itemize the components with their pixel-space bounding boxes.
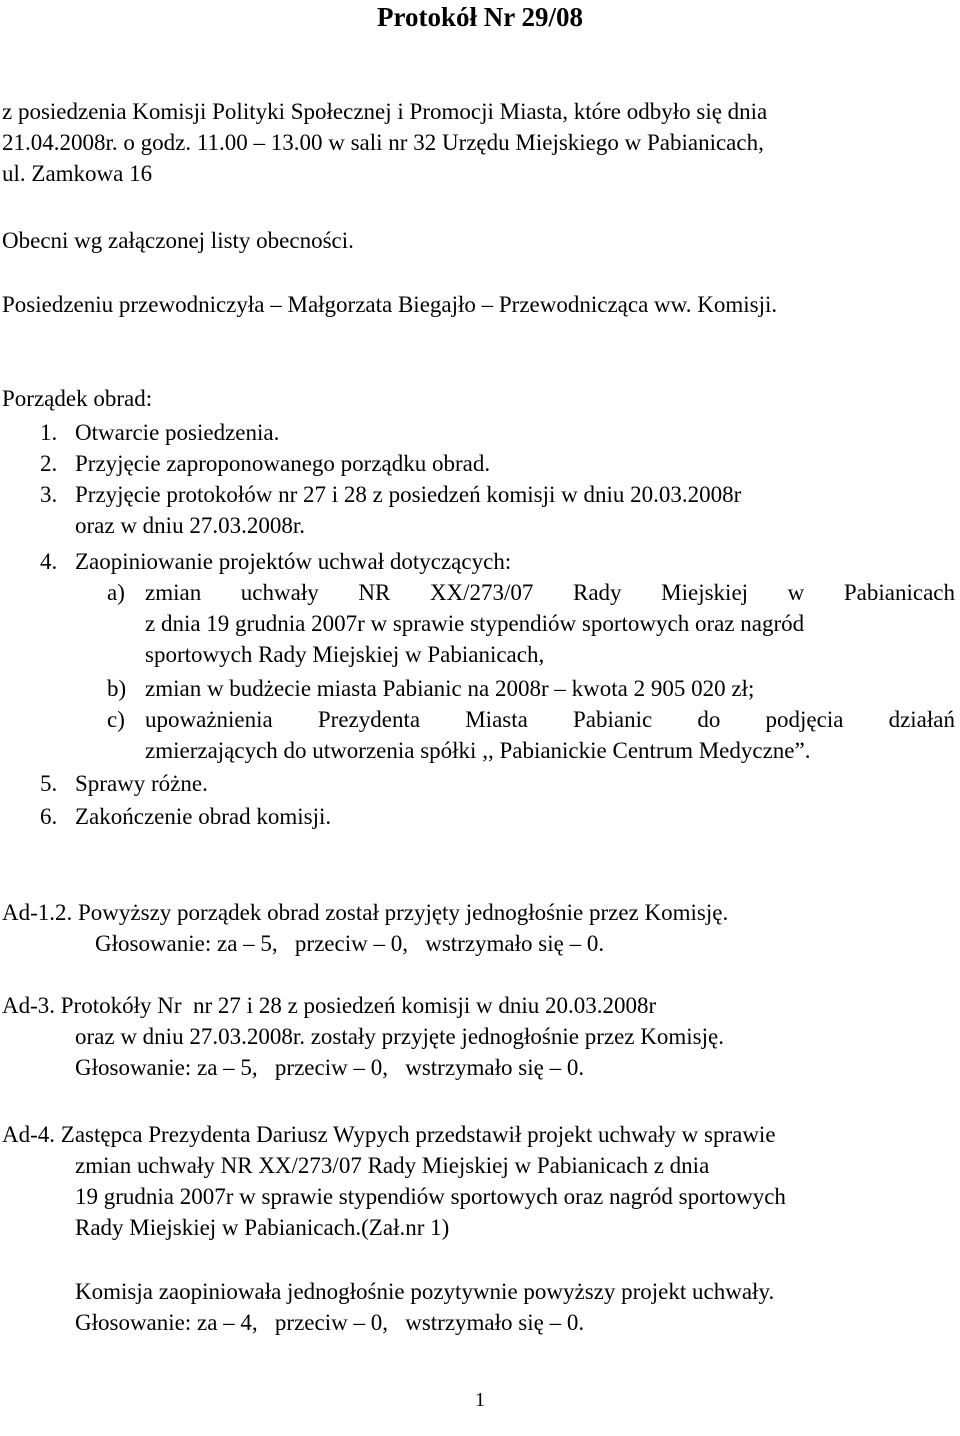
ad3-line-2: oraz w dniu 27.03.2008r. zostały przyjęte jednogłośnie przez Komisję. [75,1024,724,1049]
subitem-label-a: a) [107,580,125,605]
ad4-opinion: Komisja zaopiniowała jednogłośnie pozytywnie powyższy projekt uchwały. [75,1279,775,1304]
subitem-a-line-2: z dnia 19 grudnia 2007r w sprawie stypendiów sportowych oraz nagród [145,611,805,636]
ad4-line-2: zmian uchwały NR XX/273/07 Rady Miejskiej w Pabianicach z dnia [75,1153,710,1178]
agenda-item-number: 2. [40,451,58,476]
agenda-item-number: 3. [40,482,58,507]
agenda-item-text: Przyjęcie zaproponowanego porządku obrad. [75,451,491,476]
ad4-line-1: Ad-4. Zastępca Prezydenta Dariusz Wypych przedstawił projekt uchwały w sprawie [2,1122,776,1147]
agenda-item-number: 1. [40,420,58,445]
ad3-line-1: Ad-3. Protokóły Nr nr 27 i 28 z posiedzeń komisji w dniu 20.03.2008r [2,993,657,1018]
agenda-item-text: Sprawy różne. [75,771,208,796]
ad4-line-4: Rady Miejskiej w Pabianicach.(Zał.nr 1) [75,1215,450,1240]
agenda-heading: Porządek obrad: [2,386,153,411]
ad4-vote: Głosowanie: za – 4, przeciw – 0, wstrzymało się – 0. [75,1310,585,1335]
subitem-c-line-2: zmierzających do utworzenia spółki ,, Pabianickie Centrum Medyczne”. [145,738,811,763]
chair-text: Posiedzeniu przewodniczyła – Małgorzata Biegajło – Przewodnicząca ww. Komisji. [2,292,778,317]
subitem-label-b: b) [107,676,127,701]
page-number: 1 [475,1389,485,1411]
agenda-item-number: 4. [40,549,58,574]
subitem-label-c: c) [107,707,125,732]
agenda-item-text: Przyjęcie protokołów nr 27 i 28 z posiedzeń komisji w dniu 20.03.2008r [75,482,742,507]
agenda-item-text: Otwarcie posiedzenia. [75,420,280,445]
ad3-vote: Głosowanie: za – 5, przeciw – 0, wstrzymało się – 0. [75,1055,585,1080]
intro-line-3: ul. Zamkowa 16 [2,161,153,186]
ad12-vote: Głosowanie: za – 5, przeciw – 0, wstrzymało się – 0. [95,931,605,956]
subitem-a-line-3: sportowych Rady Miejskiej w Pabianicach, [145,642,545,667]
intro-line-2: 21.04.2008r. o godz. 11.00 – 13.00 w sali nr 32 Urzędu Miejskiego w Pabianicach, [2,130,764,155]
agenda-item-text: Zakończenie obrad komisji. [75,804,332,829]
agenda-item-text-continued: oraz w dniu 27.03.2008r. [75,513,305,538]
agenda-item-number: 5. [40,771,58,796]
intro-line-1: z posiedzenia Komisji Polityki Społecznej i Promocji Miasta, które odbyło się dnia [2,99,768,124]
attendance-text: Obecni wg załączonej listy obecności. [2,228,354,253]
subitem-c-line-1: upoważnienia Prezydenta Miasta Pabianic do podjęcia działań [145,707,955,732]
subitem-a-line-1: zmian uchwały NR XX/273/07 Rady Miejskiej w Pabianicach [145,580,955,605]
agenda-item-number: 6. [40,804,58,829]
ad12-line-1: Ad-1.2. Powyższy porządek obrad został przyjęty jednogłośnie przez Komisję. [2,900,729,925]
ad4-line-3: 19 grudnia 2007r w sprawie stypendiów sportowych oraz nagród sportowych [75,1184,786,1209]
document-title: Protokół Nr 29/08 [377,2,583,32]
subitem-b-line-1: zmian w budżecie miasta Pabianic na 2008r – kwota 2 905 020 zł; [145,676,755,701]
agenda-item-text: Zaopiniowanie projektów uchwał dotyczących: [75,549,512,574]
